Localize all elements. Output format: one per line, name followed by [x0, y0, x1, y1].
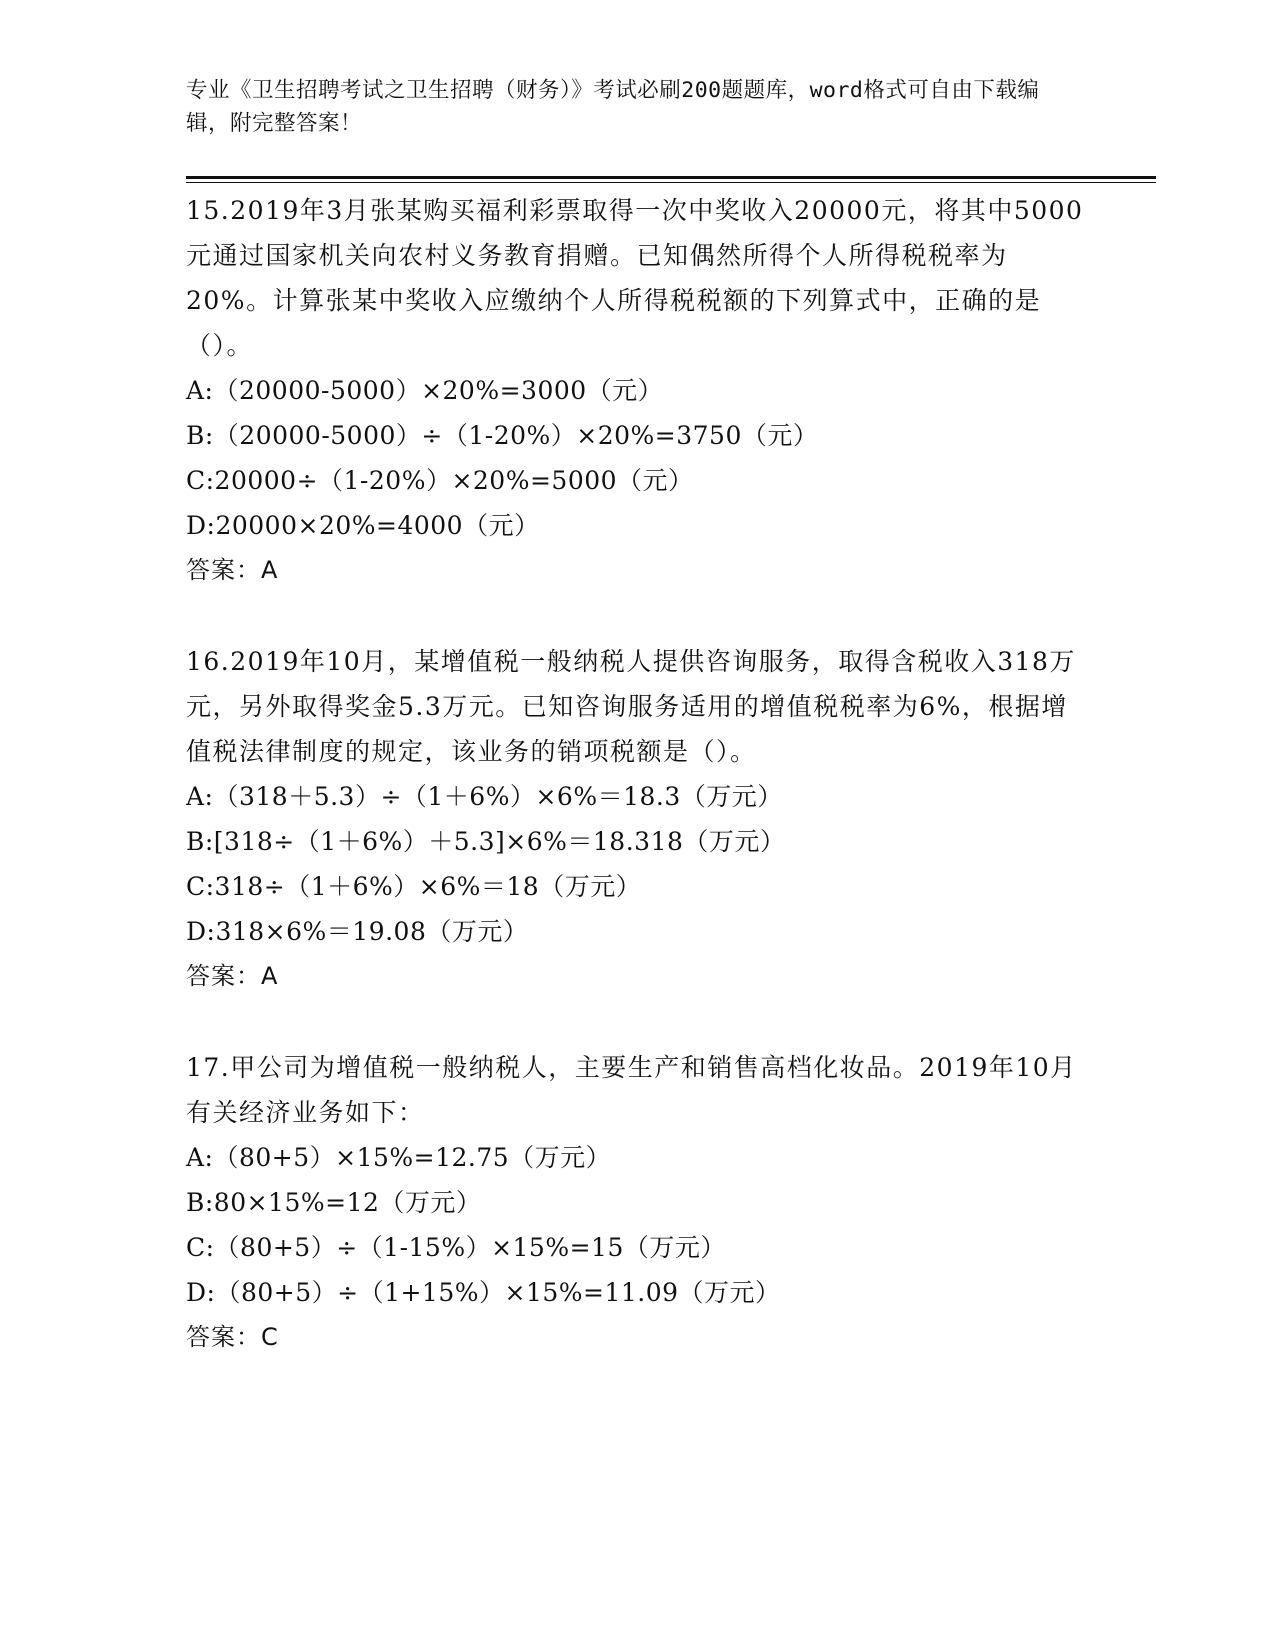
- option-a: A:（80+5）×15%=12.75（万元）: [186, 1143, 612, 1172]
- option-b: B:[318÷（1＋6%）＋5.3]×6%＝18.318（万元）: [186, 827, 786, 856]
- question-17: [186, 1045, 1086, 1360]
- option-b: B:（20000-5000）÷（1-20%）×20%=3750（元）: [186, 421, 819, 450]
- question-list: [186, 188, 1086, 1406]
- option-list: [186, 774, 1086, 954]
- option-d: D:（80+5）÷（1+15%）×15%=11.09（万元）: [186, 1278, 781, 1307]
- header-divider-thick: [186, 176, 1156, 179]
- question-16: [186, 639, 1086, 999]
- document-header: 专业《卫生招聘考试之卫生招聘（财务）》考试必刷200题题库，word格式可自由下载编辑，附完整答案！: [186, 78, 1040, 136]
- question-stem: 15.2019年3月张某购买福利彩票取得一次中奖收入20000元，将其中5000元通过国家机关向农村义务教育捐赠。已知偶然所得个人所得税税率为20%。计算张某中奖收入应缴纳个人所得税税额的下列算式中，正确的是（）。: [186, 196, 1084, 360]
- option-c: C:20000÷（1-20%）×20%=5000（元）: [186, 466, 694, 495]
- answer-line: 答案：A: [186, 962, 279, 990]
- option-b: B:80×15%=12（万元）: [186, 1188, 482, 1217]
- option-c: C:318÷（1＋6%）×6%＝18（万元）: [186, 872, 642, 901]
- option-d: D:318×6%＝19.08（万元）: [186, 917, 529, 946]
- header-divider-thin: [186, 182, 1156, 183]
- answer-line: 答案：C: [186, 1323, 279, 1351]
- answer-line: 答案：A: [186, 556, 279, 584]
- option-d: D:20000×20%=4000（元）: [186, 511, 540, 540]
- question-stem: 17.甲公司为增值税一般纳税人，主要生产和销售高档化妆品。2019年10月有关经济业务如下：: [186, 1053, 1077, 1127]
- option-a: A:（20000-5000）×20%=3000（元）: [186, 376, 664, 405]
- question-stem: 16.2019年10月，某增值税一般纳税人提供咨询服务，取得含税收入318万元，另外取得奖金5.3万元。已知咨询服务适用的增值税税率为6%，根据增值税法律制度的规定，该业务的销项税额是（）。: [186, 647, 1076, 766]
- question-15: [186, 188, 1086, 593]
- option-a: A:（318＋5.3）÷（1＋6%）×6%＝18.3（万元）: [186, 782, 783, 811]
- option-list: [186, 368, 1086, 548]
- option-list: [186, 1135, 1086, 1315]
- option-c: C:（80+5）÷（1-15%）×15%=15（万元）: [186, 1233, 726, 1262]
